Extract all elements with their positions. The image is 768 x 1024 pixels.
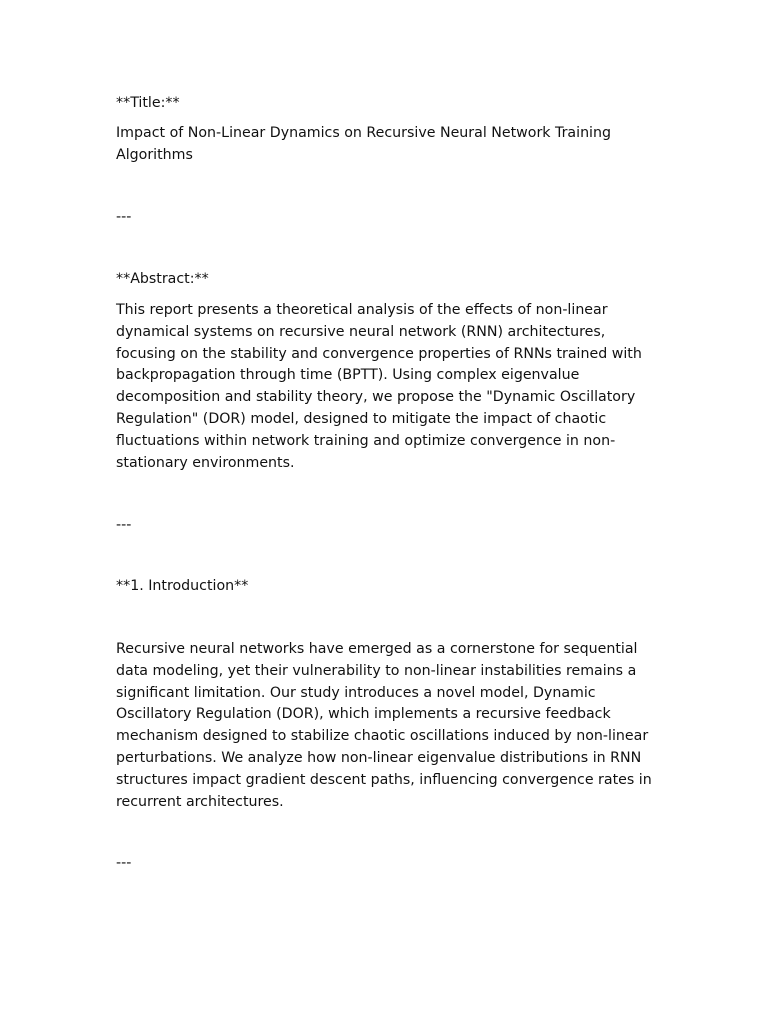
introduction-paragraph: Recursive neural networks have emerged as a cornerstone for sequential data modeling, yet their vulnerability to non-linear instabilities remains a significant limitation. Our study introduces a novel model, Dynamic Oscillatory Regulation (DOR), which implements a recursive feedback mechanism designed to stabilize chaotic oscillations induced by non-linear perturbations. We analyze how non-linear eigenvalue distributions in RNN structures impact gradient descent paths, influencing convergence rates in recurrent architectures. xyxy=(116,641,652,810)
abstract-paragraph: This report presents a theoretical analysis of the effects of non-linear dynamical systems on recursive neural network (RNN) architectures, focusing on the stability and convergence properties of RNNs trained with backpropagation through time (BPTT). Using complex eigenvalue decomposition and stability theory, we propose the "Dynamic Oscillatory Regulation" (DOR) model, designed to mitigate the impact of chaotic fluctuations within network training and optimize convergence in non-stationary environments. xyxy=(116,302,642,471)
introduction-heading: **1. Introduction** xyxy=(116,578,249,594)
title-label: **Title:** xyxy=(116,95,180,111)
section-separator: --- xyxy=(116,517,132,533)
document-title: Impact of Non-Linear Dynamics on Recursive Neural Network Training Algorithms xyxy=(116,125,612,163)
section-separator: --- xyxy=(116,209,132,225)
abstract-label: **Abstract:** xyxy=(116,271,209,287)
section-separator: --- xyxy=(116,855,132,871)
